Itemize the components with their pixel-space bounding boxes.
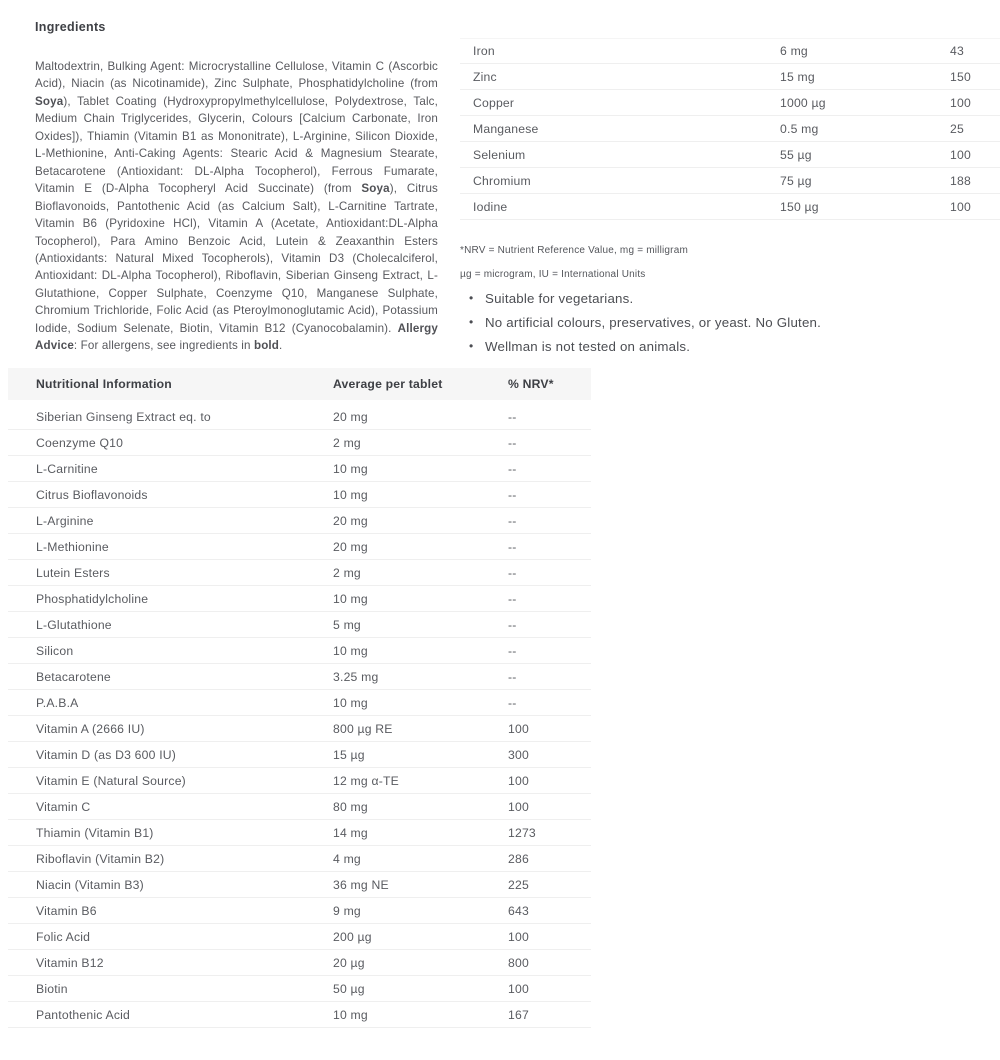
nutrition-row-nrv: 300	[508, 747, 529, 762]
nutrition-row	[8, 820, 591, 846]
ingredients-heading: Ingredients	[35, 20, 106, 34]
ingredients-bold-term: Soya	[35, 94, 64, 108]
nutrition-row-name: Vitamin D (as D3 600 IU)	[36, 747, 177, 762]
nutrition-table-header	[8, 368, 591, 400]
nutrition-row-name: Vitamin C	[36, 799, 91, 814]
nutrition-row-nrv: 100	[508, 721, 529, 736]
nutrition-row	[8, 612, 591, 638]
nutrition-row-nrv: 225	[508, 877, 529, 892]
nutrition-row-nrv: 800	[508, 955, 529, 970]
mineral-row-name: Manganese	[473, 121, 539, 136]
nutrition-row-name: P.A.B.A	[36, 695, 79, 710]
nutrition-row-amount: 10 mg	[333, 591, 368, 606]
nutrition-row-amount: 14 mg	[333, 825, 368, 840]
nutrition-row-nrv: --	[508, 513, 517, 528]
mineral-row-amount: 0.5 mg	[780, 121, 819, 136]
nutrition-row	[8, 690, 591, 716]
nutrition-row-name: Pantothenic Acid	[36, 1007, 130, 1022]
note-item: • Suitable for vegetarians.	[460, 287, 1000, 311]
nutrition-row-amount: 10 mg	[333, 643, 368, 658]
nutrition-row-name: Thiamin (Vitamin B1)	[36, 825, 154, 840]
notes-list	[460, 287, 1000, 358]
nutrition-row-nrv: --	[508, 435, 517, 450]
nutrition-row-nrv: --	[508, 565, 517, 580]
mineral-row-nrv: 100	[950, 95, 971, 110]
nutrition-row-amount: 20 mg	[333, 409, 368, 424]
nutrition-row-name: Niacin (Vitamin B3)	[36, 877, 144, 892]
nutrition-row-nrv: --	[508, 461, 517, 476]
mineral-row-name: Zinc	[473, 69, 497, 84]
mineral-row	[460, 142, 1000, 168]
nutrition-row-amount: 4 mg	[333, 851, 361, 866]
mineral-row	[460, 194, 1000, 220]
nutrition-row	[8, 586, 591, 612]
nutrition-row-nrv: --	[508, 617, 517, 632]
nutrition-row	[8, 742, 591, 768]
nutrition-header-amount: Average per tablet	[333, 377, 443, 391]
nutrition-row	[8, 976, 591, 1002]
nutrition-row	[8, 898, 591, 924]
nutrition-row	[8, 508, 591, 534]
nutrition-row-amount: 9 mg	[333, 903, 361, 918]
nutrition-row-name: Vitamin E (Natural Source)	[36, 773, 186, 788]
ingredients-segment: ), Tablet Coating (Hydroxypropylmethylcellulose, Polydextrose, Talc, Medium Chain Triglycerides, Glycerin, Colours [Calcium Carbonate, Iron Oxides]), Thiamin (Vitamin B1 as Mononitrate), L-Arginine, Silicon Dioxide, L-Methionine, Anti-Caking Agents: Stearic Acid & Magnesium Stearate, Betacarotene (Antioxidant: DL-Alpha Tocopherol), Ferrous Fumarate, Vitamin E (D-Alpha Tocopheryl Acid Succinate) (from	[35, 94, 438, 196]
mineral-row-amount: 1000 µg	[780, 95, 826, 110]
nutrition-row	[8, 482, 591, 508]
nutrition-row-nrv: 286	[508, 851, 529, 866]
minerals-table-body	[460, 38, 1000, 220]
mineral-row-amount: 55 µg	[780, 147, 812, 162]
ingredients-segment: Maltodextrin, Bulking Agent: Microcrystalline Cellulose, Vitamin C (Ascorbic Acid), Niacin (as Nicotinamide), Zinc Sulphate, Phosphatidylcholine (from	[35, 60, 438, 91]
nutrition-row-nrv: 643	[508, 903, 529, 918]
nutrition-row-amount: 20 mg	[333, 513, 368, 528]
nutrition-row-name: Vitamin A (2666 IU)	[36, 721, 145, 736]
nutrition-row-amount: 800 µg RE	[333, 721, 393, 736]
nutrition-row-amount: 36 mg NE	[333, 877, 389, 892]
nutrition-row-amount: 5 mg	[333, 617, 361, 632]
ingredients-section	[35, 20, 438, 355]
nutrition-row-name: Folic Acid	[36, 929, 91, 944]
nutrition-row-amount: 20 µg	[333, 955, 365, 970]
ingredients-segment: .	[279, 339, 283, 353]
nutrition-row-name: Silicon	[36, 643, 74, 658]
nutrition-row-nrv: --	[508, 695, 517, 710]
mineral-row	[460, 90, 1000, 116]
note-item: • Wellman is not tested on animals.	[460, 335, 1000, 359]
nutrition-row	[8, 768, 591, 794]
nutrition-row-amount: 10 mg	[333, 487, 368, 502]
nutrition-row	[8, 1002, 591, 1028]
nutrition-row-name: Riboflavin (Vitamin B2)	[36, 851, 165, 866]
nutrition-row-name: L-Methionine	[36, 539, 109, 554]
mineral-row-amount: 75 µg	[780, 173, 812, 188]
mineral-row-amount: 15 mg	[780, 69, 815, 84]
mineral-row-name: Copper	[473, 95, 515, 110]
nutrition-row-name: Vitamin B12	[36, 955, 104, 970]
nutrition-row-amount: 12 mg α-TE	[333, 773, 399, 788]
nutrition-header-name: Nutritional Information	[36, 377, 172, 391]
nutrition-row	[8, 664, 591, 690]
nutrition-header-nrv: % NRV*	[508, 377, 554, 391]
nutrition-row	[8, 872, 591, 898]
nutrition-row	[8, 404, 591, 430]
mineral-row-nrv: 25	[950, 121, 964, 136]
mineral-row-amount: 6 mg	[780, 44, 808, 58]
nutrition-row	[8, 430, 591, 456]
mineral-row-amount: 150 µg	[780, 199, 819, 214]
nutrition-table-body	[8, 404, 591, 1028]
nutrition-row-nrv: --	[508, 643, 517, 658]
nutrition-row-name: L-Glutathione	[36, 617, 112, 632]
nrv-footnote-line2: µg = microgram, IU = International Units	[460, 269, 646, 280]
nutrition-row-name: L-Carnitine	[36, 461, 98, 476]
minerals-section	[460, 38, 1000, 358]
nutrition-row-name: Coenzyme Q10	[36, 435, 124, 450]
nutrition-row	[8, 534, 591, 560]
nutrition-row-name: Citrus Bioflavonoids	[36, 487, 148, 502]
nutrition-row-amount: 2 mg	[333, 435, 361, 450]
nutrition-row-name: L-Arginine	[36, 513, 94, 528]
nutrition-row-name: Siberian Ginseng Extract eq. to	[36, 409, 211, 424]
mineral-row-nrv: 100	[950, 147, 971, 162]
ingredients-segment: ), Citrus Bioflavonoids, Pantothenic Acid (as Calcium Salt), L-Carnitine Tartrate, Vitamin B6 (Pyridoxine HCl), Vitamin A (Acetate, Antioxidant:DL-Alpha Tocopherol), Para Amino Benzoic Acid, Lutein & Zeaxanthin Esters (Antioxidants: Natural Mixed Tocopherols), Vitamin D3 (Cholecalciferol, Antioxidant: DL-Alpha Tocopherol), Riboflavin, Siberian Ginseng Extract, L-Glutathione, Copper Sulphate, Coenzyme Q10, Manganese Sulphate, Chromium Trichloride, Folic Acid (as Pteroylmonoglutamic Acid), Potassium Iodide, Sodium Selenate, Biotin, Vitamin B12 (Cyanocobalamin).	[35, 182, 438, 335]
nutrition-row-amount: 3.25 mg	[333, 669, 379, 684]
note-item: • No artificial colours, preservatives, or yeast. No Gluten.	[460, 311, 1000, 335]
nrv-footnote-line1: *NRV = Nutrient Reference Value, mg = milligram	[460, 245, 689, 256]
nutrition-row-nrv: --	[508, 487, 517, 502]
nutrition-row-amount: 50 µg	[333, 981, 365, 996]
nutrition-row-nrv: --	[508, 409, 517, 424]
ingredients-bold-term: Soya	[361, 182, 390, 196]
nutrition-row-name: Biotin	[36, 981, 68, 996]
mineral-row	[460, 64, 1000, 90]
nutrition-row-name: Vitamin B6	[36, 903, 97, 918]
mineral-row-name: Iron	[473, 44, 495, 58]
mineral-row-nrv: 43	[950, 44, 964, 58]
nutrition-row-name: Lutein Esters	[36, 565, 110, 580]
nutrition-section	[8, 368, 591, 1028]
mineral-row	[460, 168, 1000, 194]
nutrition-row-nrv: --	[508, 669, 517, 684]
mineral-row-name: Chromium	[473, 173, 531, 188]
nutrition-row-nrv: --	[508, 591, 517, 606]
ingredients-segment: : For allergens, see ingredients in	[73, 339, 254, 353]
mineral-row-nrv: 150	[950, 69, 971, 84]
mineral-row-nrv: 100	[950, 199, 971, 214]
nutrition-row-name: Betacarotene	[36, 669, 111, 684]
nutrition-row	[8, 950, 591, 976]
nutrition-row	[8, 560, 591, 586]
nutrition-row	[8, 924, 591, 950]
nutrition-row	[8, 638, 591, 664]
nutrition-row-nrv: 100	[508, 799, 529, 814]
nutrition-row-nrv: 167	[508, 1007, 529, 1022]
nutrition-row-amount: 10 mg	[333, 695, 368, 710]
ingredients-text	[35, 58, 438, 355]
nutrition-row-nrv: 100	[508, 773, 529, 788]
nutrition-row	[8, 456, 591, 482]
ingredients-bold-term: Allergy Advice	[35, 321, 438, 353]
mineral-row-name: Iodine	[473, 199, 508, 214]
nutrition-row-nrv: 1273	[508, 825, 536, 840]
nutrition-row-amount: 15 µg	[333, 747, 365, 762]
nutrition-row	[8, 716, 591, 742]
nutrition-row-amount: 10 mg	[333, 1007, 368, 1022]
nutrition-row-nrv: 100	[508, 981, 529, 996]
nutrition-row	[8, 846, 591, 872]
nutrition-row-name: Phosphatidylcholine	[36, 591, 149, 606]
nutrition-row-amount: 10 mg	[333, 461, 368, 476]
nutrition-row-amount: 2 mg	[333, 565, 361, 580]
mineral-row	[460, 116, 1000, 142]
ingredients-bold-term: bold	[253, 339, 280, 353]
nutrition-row	[8, 794, 591, 820]
mineral-row-name: Selenium	[473, 147, 526, 162]
nutrition-row-nrv: --	[508, 539, 517, 554]
mineral-row-nrv: 188	[950, 173, 971, 188]
nutrition-row-amount: 80 mg	[333, 799, 368, 814]
nutrition-row-amount: 200 µg	[333, 929, 372, 944]
nutrition-row-amount: 20 mg	[333, 539, 368, 554]
mineral-row	[460, 38, 1000, 64]
nutrition-row-nrv: 100	[508, 929, 529, 944]
